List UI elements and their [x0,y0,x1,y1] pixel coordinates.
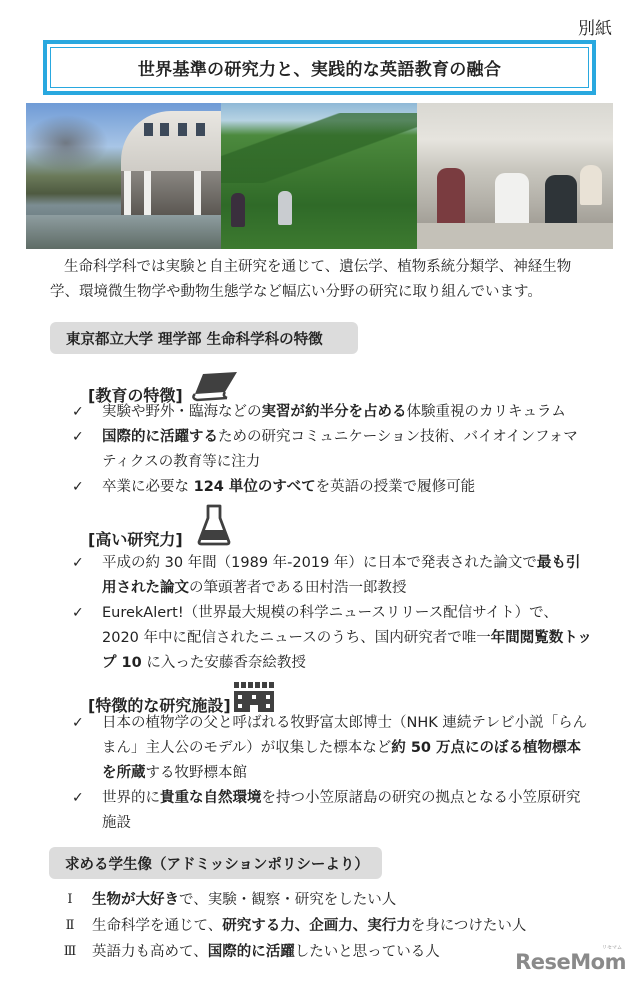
laboratory-microscope-photo [417,103,613,249]
research-list [72,551,612,676]
check-icon: ✓ [72,715,84,731]
list-item: Ⅲ 英語力も高めて、国際的に活躍したいと思っている人 [60,939,620,965]
facilities-list [72,711,612,836]
list-item: ✓ 世界的に貴重な自然環境を持つ小笠原諸島の研究の拠点となる小笠原研究施設 [72,786,592,836]
check-icon: ✓ [72,404,84,420]
list-item: Ⅱ 生命科学を通じて、研究する力、企画力、実行力を身につけたい人 [60,913,620,939]
section-heading-education: [教育の特徴] [88,370,241,406]
section-heading-facilities: [特徴的な研究施設] [88,682,275,716]
roman-numeral: Ⅲ [63,944,77,959]
check-icon: ✓ [72,555,84,571]
section-heading-research: [高い研究力] [88,504,231,550]
list-item: Ⅰ 生物が大好きで、実験・観察・研究をしたい人 [60,887,620,913]
education-list [72,400,612,500]
list-item: ✓ 日本の植物学の父と呼ばれる牧野富太郎博士（NHK 連続テレビ小説「らんまん」主人公のモデル）が収集した標本など約 50 万点にのぼる植物標本を所蔵する牧野標本館 [72,711,592,786]
list-item: ✓ 平成の約 30 年間（1989 年-2019 年）に日本で発表された論文で最も引用された論文の筆頭著者である田村浩一郎教授 [72,551,592,601]
check-icon: ✓ [72,605,84,621]
list-item: ✓ 卒業に必要な 124 単位のすべてを英語の授業で履修可能 [72,475,612,500]
check-icon: ✓ [72,479,84,495]
intro-paragraph: 生命科学科では実験と自主研究を通じて、遺伝学、植物系統分類学、神経生物学、環境微生物学や動物生態学など幅広い分野の研究に取り組んでいます。 [50,259,572,300]
page-title: 世界基準の研究力と、実践的な英語教育の融合 [50,47,589,88]
resemom-logo: ReseMom リセマム [515,945,626,974]
campus-building-pond-photo [26,103,221,249]
roman-numeral: Ⅱ [65,918,75,933]
admission-policy-banner: 求める学生像（アドミッションポリシーより） [49,847,382,879]
list-item: ✓ 国際的に活躍するための研究コミュニケーション技術、バイオインフォマティクスの教育等に注力 [72,425,592,475]
title-box [43,40,596,95]
annex-label: 別紙 [578,19,612,39]
flask-icon [197,504,231,550]
list-item: ✓ 実験や野外・臨海などの実習が約半分を占める体験重視のカリキュラム [72,400,612,425]
mountain-fieldwork-photo [221,103,417,249]
roman-numeral: Ⅰ [67,892,73,907]
check-icon: ✓ [72,790,84,806]
photo-strip [26,103,613,249]
list-item: ✓ EurekAlert!（世界最大規模の科学ニュースリリース配信サイト）で、2020 年中に配信されたニュースのうち、国内研究者で唯一年間閲覧数トップ 10 に入った安藤香奈絵教授 [72,601,592,676]
features-banner: 東京都立大学 理学部 生命科学科の特徴 [50,322,358,354]
check-icon: ✓ [72,429,84,445]
